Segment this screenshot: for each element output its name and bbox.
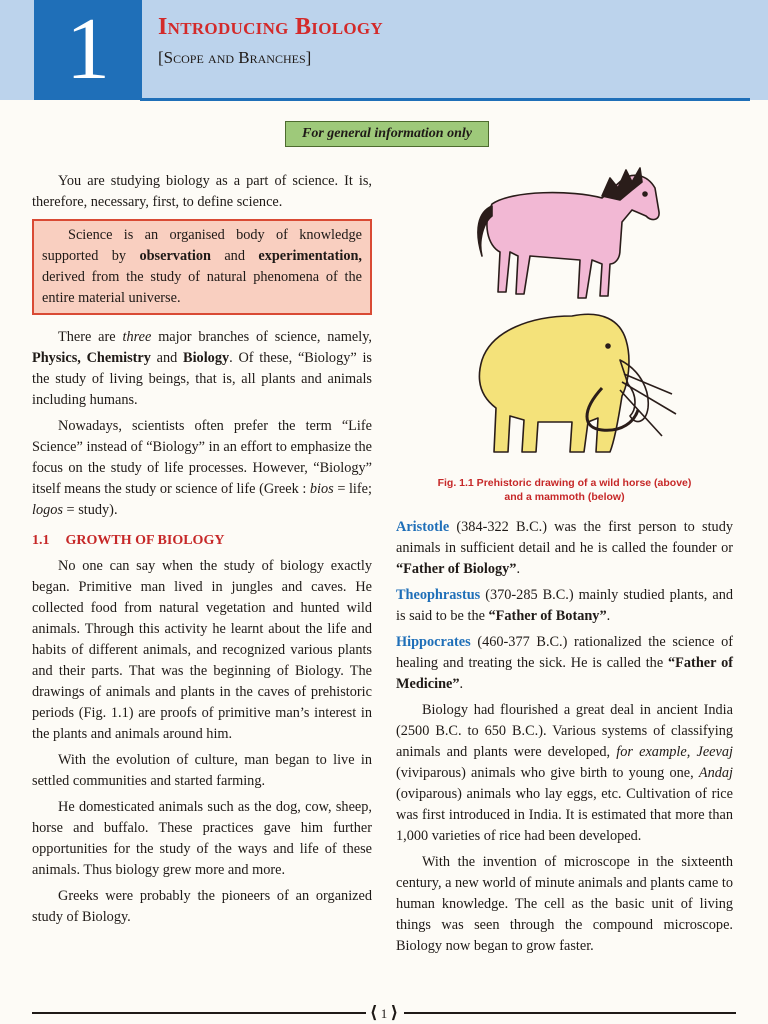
text-run: (oviparous) animals who lay eggs, etc. Cultivation of rice was first introduced in India. It is estimated that more than 1,000 varieties of rice had been developed.: [396, 786, 733, 844]
footer-rule: [404, 1012, 736, 1014]
caption-line-1: Fig. 1.1 Prehistoric drawing of a wild horse (above): [437, 477, 692, 489]
ancient-india-paragraph: [396, 700, 733, 847]
text-run: and: [150, 350, 184, 366]
chapter-subtitle: [Scope and Branches]: [158, 48, 312, 67]
text-run: Biology had flourished a great deal in ancient India (2500 B.C. to 650 B.C.). Various systems of classifying animals and plants were developed,: [396, 702, 733, 760]
text-run-italic: logos: [32, 502, 63, 518]
page-number: [360, 1002, 408, 1024]
person-name: Hippocrates: [396, 634, 471, 650]
life-science-paragraph: [32, 416, 372, 521]
text-run: .: [606, 608, 611, 624]
branches-paragraph: [32, 327, 372, 411]
person-name: Theophrastus: [396, 587, 481, 603]
text-run: = study).: [62, 502, 118, 518]
science-definition-box: [32, 219, 372, 315]
chapter-title: Introducing Biology: [158, 14, 384, 40]
definition-text: Science is an organised body of knowledge supported by: [42, 227, 362, 264]
definition-keyword-experimentation: experimentation,: [258, 248, 362, 264]
text-run: major branches of science, namely,: [151, 329, 372, 345]
text-run-bold: Physics, Chemistry: [32, 350, 151, 366]
honorific-title: “Father of Botany”: [488, 608, 607, 624]
text-run: (370-285 B.C.) mainly studied plants, and is said to be the: [396, 587, 733, 624]
intro-paragraph: You are studying biology as a part of science. It is, therefore, necessary, first, to define science.: [32, 173, 372, 210]
wild-horse-drawing: [478, 168, 659, 298]
figure-caption: [396, 476, 733, 504]
mammoth-drawing: [479, 314, 676, 452]
honorific-title: “Father of Medicine”: [396, 655, 733, 692]
definition-text: and: [210, 248, 259, 264]
text-run: Nowadays, scientists often prefer the term “Life Science” instead of “Biology” in an effort to emphasize the focus on the study of life processes. However, “Biology” itself means the study or science of life (Greek :: [32, 418, 372, 497]
bracket-left: ⟨: [369, 1003, 378, 1022]
footer-rule: [32, 1012, 366, 1014]
info-tag: For general information only: [285, 121, 489, 147]
caption-line-2: and a mammoth (below): [504, 491, 625, 503]
greeks-paragraph: Greeks were probably the pioneers of an organized study of Biology.: [32, 888, 372, 925]
person-name: Aristotle: [396, 519, 450, 535]
text-run: .: [516, 561, 521, 577]
honorific-title: “Father of Biology”: [396, 561, 517, 577]
page-number-value: 1: [380, 1006, 388, 1021]
section-heading: [32, 530, 372, 551]
microscope-paragraph: With the invention of microscope in the sixteenth century, a new world of minute animals and plants came to human knowledge. The cell as the basic unit of living things was seen through the compound microscope. Biology now began to grow faster.: [396, 854, 733, 954]
left-column: [32, 171, 372, 933]
hippocrates-paragraph: [396, 632, 733, 695]
right-column: [396, 517, 733, 962]
text-run-italic: for example, Jeevaj: [616, 744, 733, 760]
section-number: 1.1: [32, 533, 50, 548]
text-run: (460-377 B.C.) rationalized the science of healing and treating the sick. He is called the: [396, 634, 733, 671]
definition-keyword-observation: observation: [139, 248, 211, 264]
section-title: GROWTH OF BIOLOGY: [65, 533, 225, 548]
aristotle-paragraph: [396, 517, 733, 580]
text-run: = life;: [333, 481, 372, 497]
text-run: . Of these, “Biology” is the study of living beings, that is, all plants and animals including humans.: [32, 350, 372, 408]
text-run-italic: Andaj: [698, 765, 733, 781]
domestication-paragraph: He domesticated animals such as the dog, cow, sheep, horse and buffalo. These practices gave him further opportunities for the study of the ways and life of these animals. Thus biology grew more and more.: [32, 799, 372, 878]
culture-paragraph: With the evolution of culture, man began to live in settled communities and started farming.: [32, 752, 372, 789]
bracket-right: ⟩: [390, 1003, 399, 1022]
growth-paragraph: No one can say when the study of biology exactly began. Primitive man lived in jungles and caves. He collected food from natural vegetation and hunted wild animals. Through this activity he learnt about the life and habits of different animals, and recognized various plants and their parts. That was the beginning of Biology. The drawings of animals and plants in the caves of prehistoric periods (Fig. 1.1) are proofs of primitive man’s interest in the plants and animals around him.: [32, 558, 372, 742]
text-run-italic: bios: [309, 481, 334, 497]
text-run: (viviparous) animals who give birth to young one,: [396, 765, 699, 781]
text-run: There are: [58, 329, 123, 345]
header-underline: [140, 98, 750, 101]
text-run: .: [459, 676, 464, 692]
definition-text: derived from the study of natural phenomena of the entire material universe.: [42, 269, 362, 306]
text-run: (384-322 B.C.) was the first person to study animals in sufficient detail and he is called the founder or: [396, 519, 733, 556]
text-run-bold: Biology: [183, 350, 230, 366]
theophrastus-paragraph: [396, 585, 733, 627]
text-run-italic: three: [122, 329, 152, 345]
prehistoric-drawings-figure: [452, 160, 682, 465]
chapter-number: 1: [34, 0, 142, 100]
